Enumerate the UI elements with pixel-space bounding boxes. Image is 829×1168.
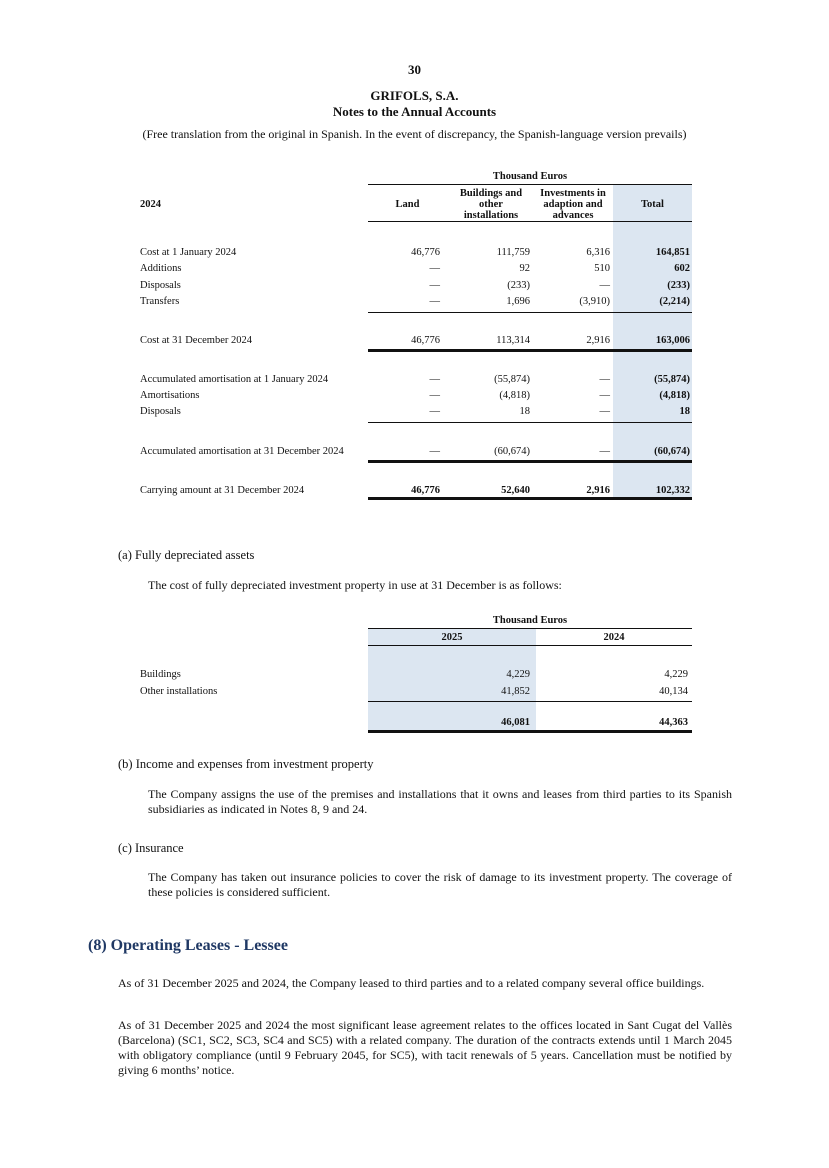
- cell-buildings: (55,874): [494, 374, 530, 385]
- cell-total: (4,818): [659, 390, 690, 401]
- cell-investments: 510: [594, 263, 610, 274]
- section-a-text: The cost of fully depreciated investment property in use at 31 December is as follows:: [148, 578, 562, 592]
- cell-total: 602: [674, 263, 690, 274]
- section-b-text: The Company assigns the use of the premises and installations that it owns and leases from third parties to its Spanish subsidiaries as indicated in Notes 8, 9 and 24.: [148, 787, 732, 816]
- cell-total: (60,674): [654, 446, 690, 457]
- row-label: Cost at 1 January 2024: [140, 247, 237, 258]
- table1-year-label: 2024: [140, 199, 161, 210]
- cell-buildings: 18: [519, 406, 530, 417]
- cell-land: 46,776: [411, 247, 440, 258]
- col-2025: 2025: [441, 632, 463, 643]
- cell-total: 18: [679, 406, 690, 417]
- row-label: Disposals: [140, 406, 181, 417]
- section-a-heading: (a) Fully depreciated assets: [118, 548, 255, 562]
- cell-investments: —: [599, 374, 610, 385]
- row-label: Accumulated amortisation at 31 December 2024: [140, 446, 344, 457]
- translation-note: (Free translation from the original in Spanish. In the event of discrepancy, the Spanish-language version prevails): [142, 127, 687, 141]
- section-c-text: The Company has taken out insurance policies to cover the risk of damage to its investment property. The coverage of these policies is considered sufficient.: [148, 870, 732, 899]
- total-2024: 44,363: [659, 717, 688, 728]
- row-label: Transfers: [140, 296, 180, 307]
- cell-land: —: [429, 263, 440, 274]
- section-8-para1: As of 31 December 2025 and 2024, the Company leased to third parties and to a related company several office buildings.: [118, 976, 705, 990]
- cell-buildings: 113,314: [496, 335, 530, 346]
- document-subtitle: Notes to the Annual Accounts: [332, 104, 497, 119]
- total-double-rule: [368, 730, 692, 733]
- cell-buildings: (233): [507, 280, 530, 291]
- cell-2024: 40,134: [659, 686, 688, 697]
- total-2025: 46,081: [501, 717, 530, 728]
- cell-investments: —: [599, 390, 610, 401]
- col-2024: 2024: [603, 632, 625, 643]
- cell-investments: 6,316: [586, 247, 610, 258]
- row-label: Amortisations: [140, 390, 200, 401]
- cell-investments: 2,916: [586, 335, 610, 346]
- col-total: Total: [641, 199, 664, 210]
- section-8-title: (8) Operating Leases - Lessee: [88, 937, 288, 954]
- cell-buildings: 92: [519, 263, 530, 274]
- cell-land: —: [429, 406, 440, 417]
- cell-buildings: 111,759: [496, 247, 530, 258]
- cell-2025: 4,229: [506, 669, 530, 680]
- cell-total: (233): [667, 280, 690, 291]
- cell-total: (2,214): [659, 296, 690, 307]
- table1-currency-header: Thousand Euros: [492, 171, 568, 182]
- row-label: Additions: [140, 263, 182, 274]
- cell-total: 163,006: [655, 335, 690, 346]
- cell-land: 46,776: [411, 335, 440, 346]
- cell-investments: —: [599, 446, 610, 457]
- col-investments: Investments in adaption and advances: [540, 188, 606, 221]
- cell-land: —: [429, 280, 440, 291]
- cell-total: 164,851: [655, 247, 690, 258]
- row-label: Buildings: [140, 669, 181, 680]
- section-8-para2: As of 31 December 2025 and 2024 the most significant lease agreement relates to the offices located in Sant Cugat del Vallès (Barcelona) (SC1, SC2, SC3, SC4 and SC5) with a related company. The duration of the contracts extends until 1 March 2045 with obligatory compliance (until 9 February 2045, for SC5), with tacit renewals of 5 years. Cancellation must be notified by giving 6 months’ notice.: [118, 1018, 732, 1077]
- section-b-heading: (b) Income and expenses from investment property: [118, 757, 374, 771]
- table2-header-rule: [368, 628, 692, 629]
- cell-2025: 41,852: [501, 686, 530, 697]
- col-land: Land: [395, 199, 420, 210]
- cell-investments: 2,916: [586, 485, 610, 496]
- cell-land: —: [429, 296, 440, 307]
- subtotal-rule: [368, 701, 692, 702]
- row-label: Other installations: [140, 686, 218, 697]
- cell-investments: (3,910): [579, 296, 610, 307]
- cell-buildings: (60,674): [494, 446, 530, 457]
- company-name: GRIFOLS, S.A.: [370, 88, 459, 103]
- cell-buildings: 52,640: [501, 485, 530, 496]
- row-label: Cost at 31 December 2024: [140, 335, 252, 346]
- cell-land: —: [429, 390, 440, 401]
- cell-2024: 4,229: [664, 669, 688, 680]
- cell-buildings: 1,696: [506, 296, 530, 307]
- cell-buildings: (4,818): [499, 390, 530, 401]
- cell-investments: —: [599, 280, 610, 291]
- row-label: Accumulated amortisation at 1 January 2024: [140, 374, 329, 385]
- cell-investments: —: [599, 406, 610, 417]
- table2-currency-header: Thousand Euros: [492, 615, 568, 626]
- cell-land: 46,776: [411, 485, 440, 496]
- cell-total: 102,332: [655, 485, 690, 496]
- col-buildings: Buildings and other installations: [459, 188, 523, 221]
- cell-total: (55,874): [654, 374, 690, 385]
- page-number: 30: [408, 62, 421, 77]
- section-c-heading: (c) Insurance: [118, 841, 184, 855]
- cell-land: —: [429, 446, 440, 457]
- table2-colheader-rule: [368, 645, 692, 646]
- cell-land: —: [429, 374, 440, 385]
- row-label: Carrying amount at 31 December 2024: [140, 485, 305, 496]
- row-label: Disposals: [140, 280, 181, 291]
